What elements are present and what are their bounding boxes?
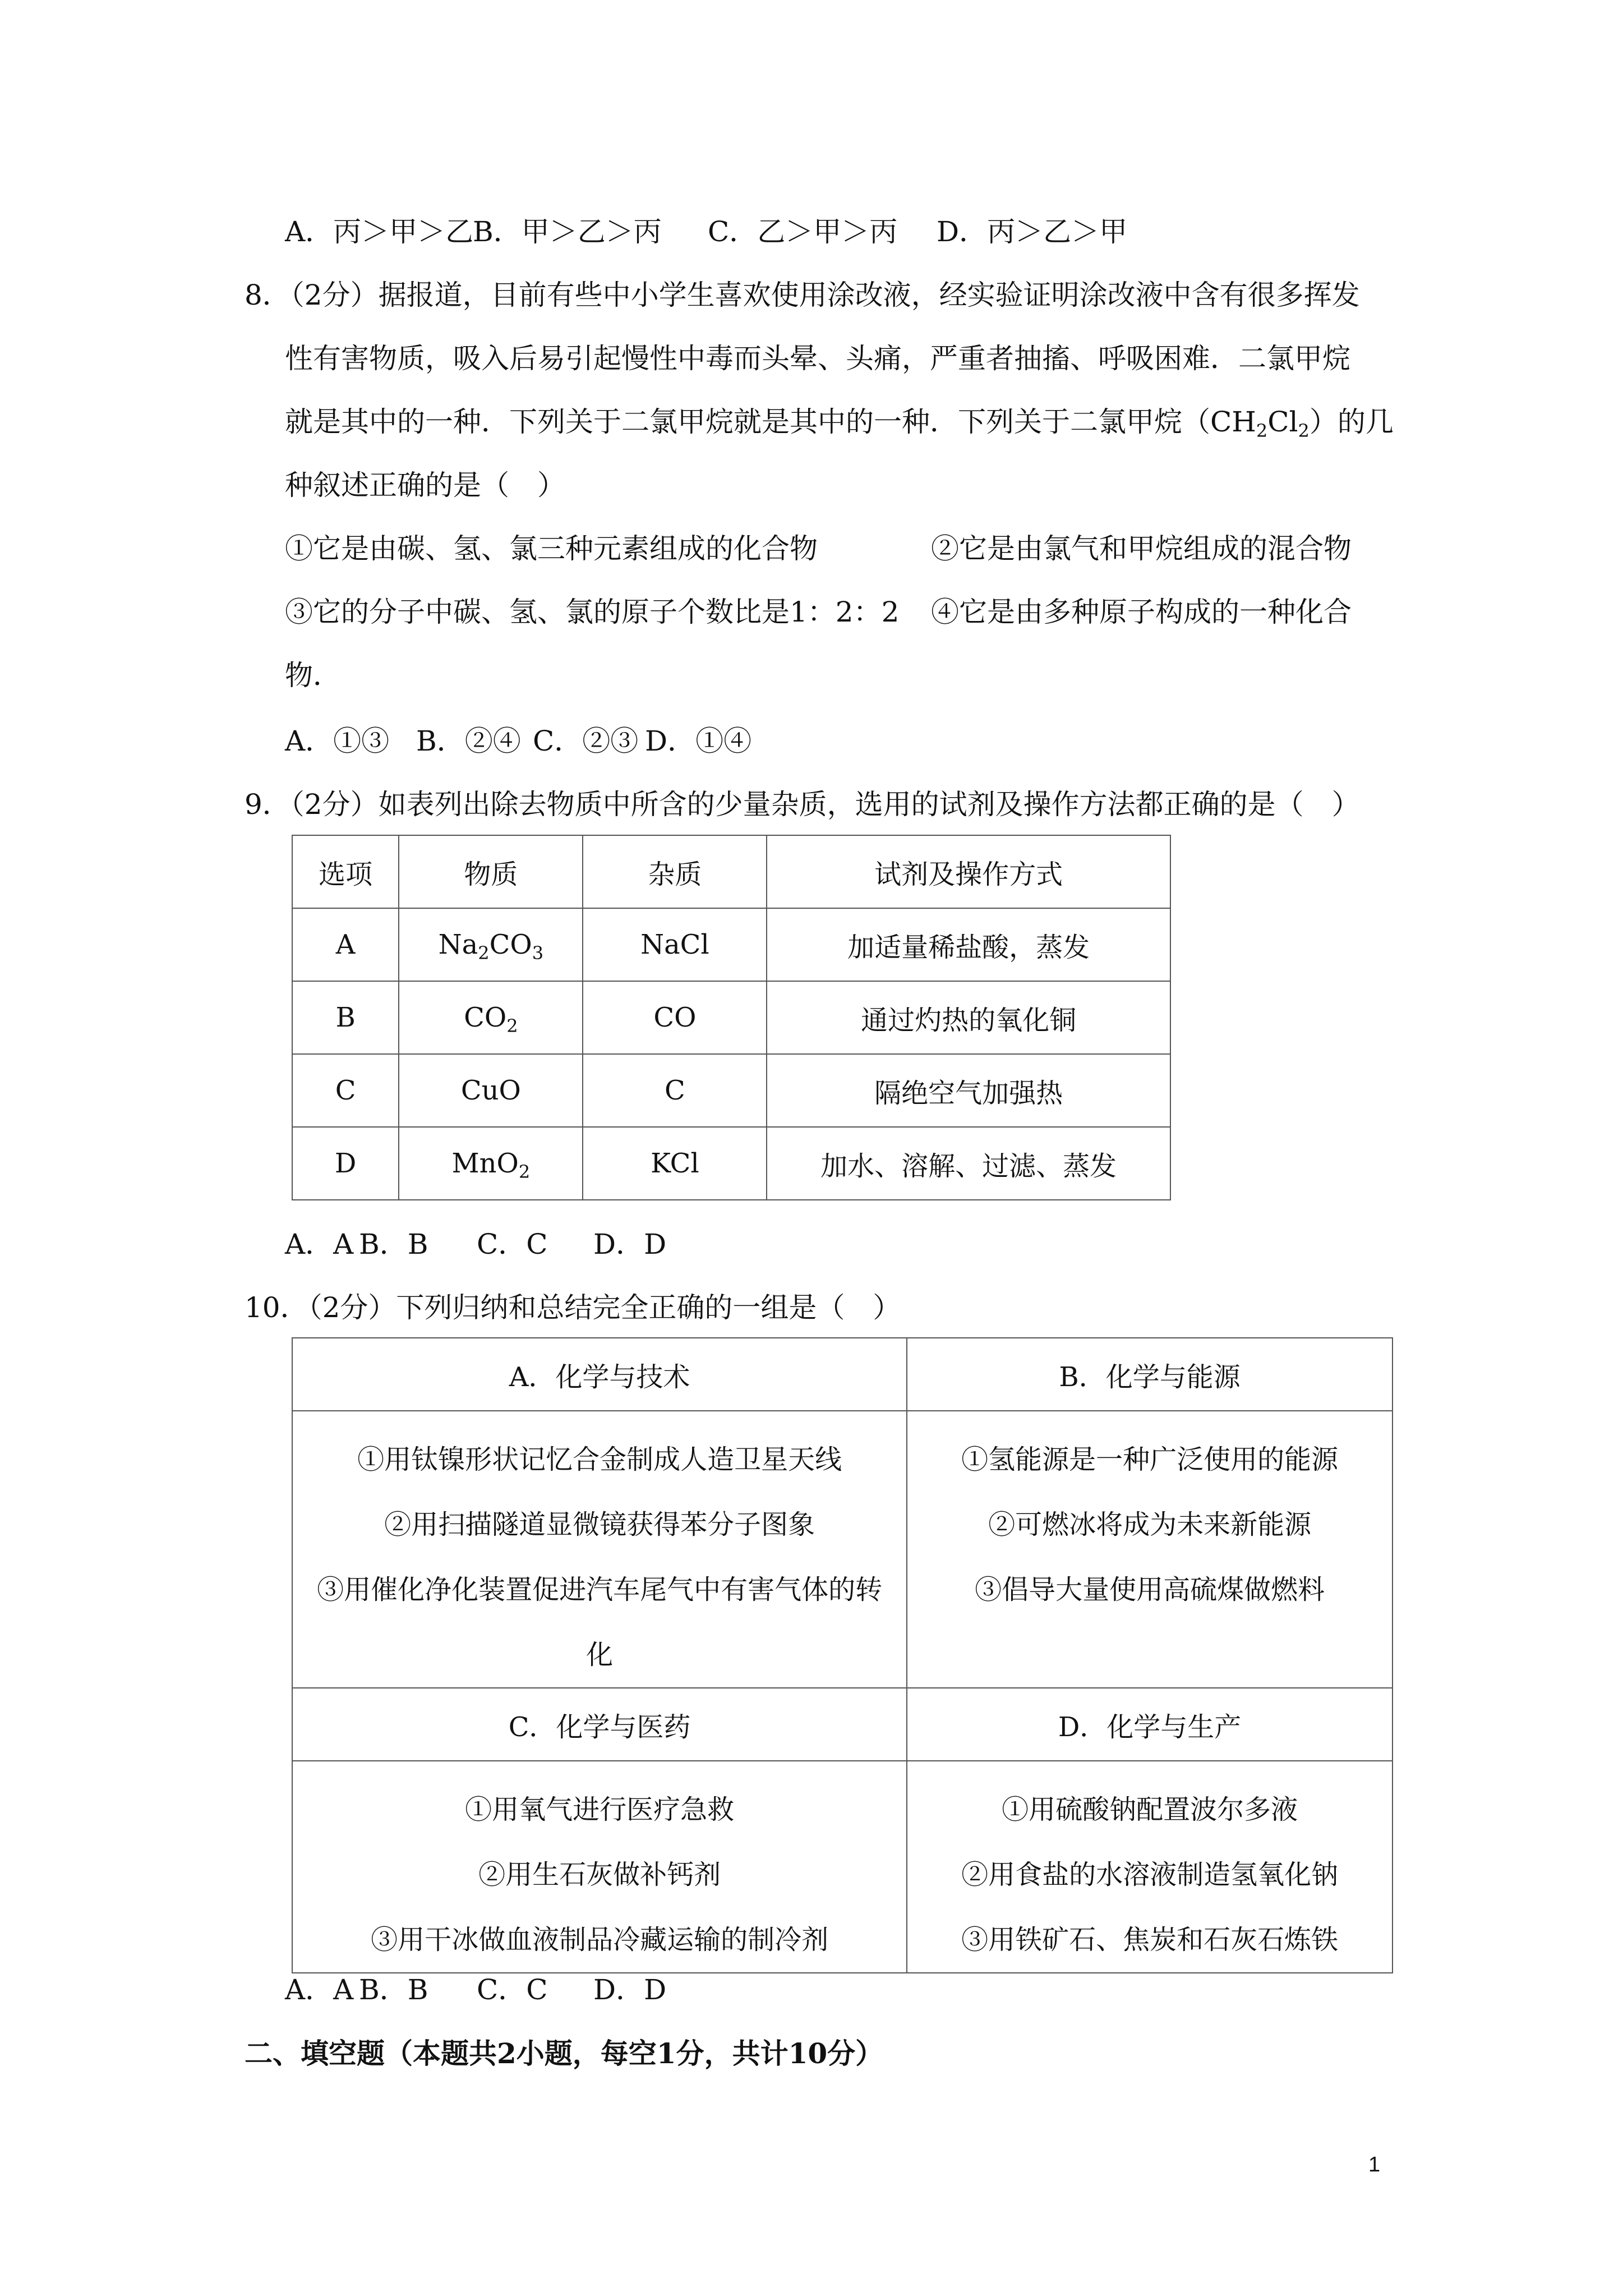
q7-option-b: B．甲＞乙＞丙 xyxy=(473,215,662,248)
q10-table xyxy=(292,1337,1393,1973)
q8-statement-4-cont: 物． xyxy=(285,659,341,692)
table-row xyxy=(292,1127,1170,1200)
q9-stem: 9．（2分）如表列出除去物质中所含的少量杂质，选用的试剂及操作方法都正确的是（ ） xyxy=(245,788,1360,821)
header-impurity: 杂质 xyxy=(583,835,767,908)
cell-a-items xyxy=(292,1411,907,1688)
q8-statement-4: ④它是由多种原子构成的一种化合 xyxy=(931,596,1352,628)
cell-substance: $CO_2$ xyxy=(399,981,583,1054)
q8-line-1: 8．（2分）据报道，目前有些中小学生喜欢使用涂改液，经实验证明涂改液中含有很多挥发 xyxy=(245,279,1360,311)
q8-option-b: B．②④ xyxy=(416,725,521,757)
table-row xyxy=(292,908,1170,981)
q10-option-b: B．B xyxy=(359,1973,428,2006)
cell-c-items xyxy=(292,1761,907,1973)
page-number: 1 xyxy=(1368,2153,1381,2177)
table-row xyxy=(292,1338,1393,1411)
table-row xyxy=(292,1054,1170,1127)
cell-option: A xyxy=(292,908,399,981)
q8-line-3: 就是其中的一种．下列关于二氯甲烷就是其中的一种．下列关于二氯甲烷$(CH_2Cl_2)$的几 xyxy=(285,406,1394,441)
cell-b-items xyxy=(907,1411,1393,1688)
list-item: ②可燃冰将成为未来新能源 xyxy=(988,1509,1312,1540)
cell-substance: $Na_2CO_3$ xyxy=(399,908,583,981)
list-item: ③用铁矿石、焦炭和石灰石炼铁 xyxy=(961,1924,1339,1955)
q8-line-2: 性有害物质，吸入后易引起慢性中毒而头晕、头痛，严重者抽搐、呼吸困难．二氯甲烷 xyxy=(285,342,1350,375)
q8-option-c: C．②③ xyxy=(533,725,639,757)
list-item: 化 xyxy=(586,1639,614,1671)
table-row xyxy=(292,1411,1393,1688)
q9-option-d: D．D xyxy=(593,1228,667,1260)
cell-substance: CuO xyxy=(399,1054,583,1127)
table-header-row xyxy=(292,835,1170,908)
table-row xyxy=(292,1688,1393,1761)
q8-statement-2: ②它是由氯气和甲烷组成的混合物 xyxy=(931,532,1352,565)
cell-impurity: KCl xyxy=(583,1127,767,1200)
list-item: ②用生石灰做补钙剂 xyxy=(478,1859,721,1890)
cell-d-title: D．化学与生产 xyxy=(907,1688,1393,1761)
list-item: ②用食盐的水溶液制造氢氧化钠 xyxy=(961,1859,1339,1890)
cell-method: 隔绝空气加强热 xyxy=(767,1054,1170,1127)
cell-c-title: C．化学与医药 xyxy=(292,1688,907,1761)
q10-option-c: C．C xyxy=(477,1973,548,2006)
cell-option: D xyxy=(292,1127,399,1200)
q10-stem: 10．（2分）下列归纳和总结完全正确的一组是（ ） xyxy=(245,1291,901,1324)
list-item: ③用催化净化装置促进汽车尾气中有害气体的转 xyxy=(317,1574,883,1605)
cell-impurity: C xyxy=(583,1054,767,1127)
q9-table xyxy=(292,835,1171,1200)
q10-option-d: D．D xyxy=(593,1973,667,2006)
cell-method: 加水、溶解、过滤、蒸发 xyxy=(767,1127,1170,1200)
list-item: ③用干冰做血液制品冷藏运输的制冷剂 xyxy=(371,1924,829,1955)
cell-b-title: B．化学与能源 xyxy=(907,1338,1393,1411)
cell-method: 加适量稀盐酸，蒸发 xyxy=(767,908,1170,981)
header-substance: 物质 xyxy=(399,835,583,908)
list-item: ①氢能源是一种广泛使用的能源 xyxy=(961,1444,1339,1475)
list-item: ③倡导大量使用高硫煤做燃料 xyxy=(975,1574,1325,1605)
list-item: ②用扫描隧道显微镜获得苯分子图象 xyxy=(384,1509,815,1540)
q7-option-a: A．丙＞甲＞乙 xyxy=(285,215,474,248)
header-option: 选项 xyxy=(292,835,399,908)
q9-option-a: A．A xyxy=(285,1228,354,1260)
cell-method: 通过灼热的氧化铜 xyxy=(767,981,1170,1054)
cell-impurity: CO xyxy=(583,981,767,1054)
q10-option-a: A．A xyxy=(285,1973,354,2006)
cell-substance: MnO$_2$ xyxy=(399,1127,583,1200)
cell-option: B xyxy=(292,981,399,1054)
list-item: ①用钛镍形状记忆合金制成人造卫星天线 xyxy=(357,1444,842,1475)
list-item: ①用氧气进行医疗急救 xyxy=(465,1794,735,1825)
list-item: ①用硫酸钠配置波尔多液 xyxy=(1002,1794,1298,1825)
table-row xyxy=(292,1761,1393,1973)
q8-option-a: A．①③ xyxy=(285,725,390,757)
q8-statement-1: ①它是由碳、氢、氯三种元素组成的化合物 xyxy=(285,532,818,565)
q8-line-4: 种叙述正确的是（ ） xyxy=(285,469,565,501)
q7-option-d: D．丙＞乙＞甲 xyxy=(937,215,1128,248)
cell-impurity: NaCl xyxy=(583,908,767,981)
cell-a-title: A．化学与技术 xyxy=(292,1338,907,1411)
q8-statement-3: ③它的分子中碳、氢、氯的原子个数比是1：2：2 xyxy=(285,596,900,628)
header-method: 试剂及操作方式 xyxy=(767,835,1170,908)
table-row xyxy=(292,981,1170,1054)
section-heading: 二、填空题（本题共2小题，每空1分，共计10分） xyxy=(245,2037,884,2070)
q7-option-c: C．乙＞甲＞丙 xyxy=(708,215,898,248)
q8-option-d: D．①④ xyxy=(645,725,752,757)
cell-d-items xyxy=(907,1761,1393,1973)
cell-option: C xyxy=(292,1054,399,1127)
q9-option-b: B．B xyxy=(359,1228,428,1260)
q9-option-c: C．C xyxy=(477,1228,548,1260)
